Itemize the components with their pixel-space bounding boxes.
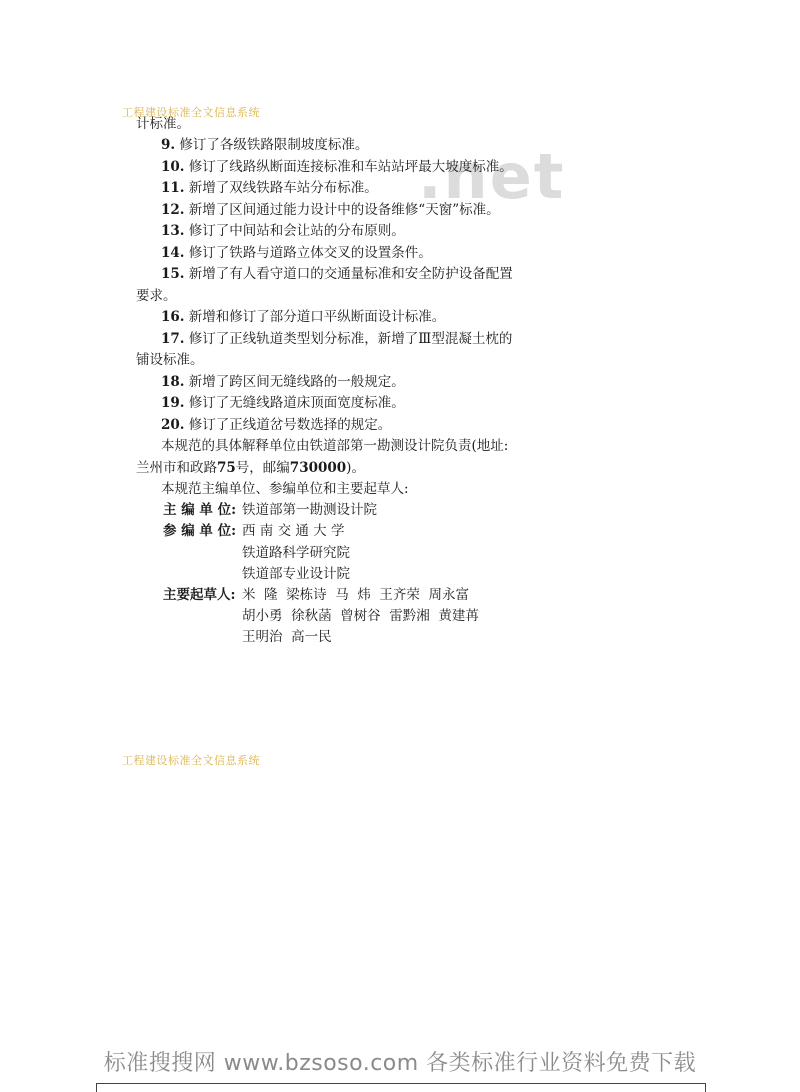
list-item-13: 13. 修订了中间站和会让站的分布原则。 bbox=[161, 223, 405, 239]
paragraph-explanation: 本规范的具体解释单位由铁道部第一勘测设计院负责(地址: bbox=[161, 438, 509, 454]
chief-unit-label: 主 编 单 位: bbox=[163, 502, 237, 518]
list-item-16: 16. 新增和修订了部分道口平纵断面设计标准。 bbox=[161, 309, 446, 325]
watermark-site-logo: .net bbox=[418, 140, 566, 213]
paragraph-address: 兰州市和政路75号，邮编730000)。 bbox=[136, 460, 365, 476]
list-item-12: 12. 新增了区间通过能力设计中的设备维修“天窗”标准。 bbox=[161, 202, 500, 218]
watermark-middle-text: 工程建设标准全文信息系统 bbox=[122, 754, 260, 767]
list-item-14: 14. 修订了铁路与道路立体交叉的设置条件。 bbox=[161, 245, 432, 261]
drafters-label: 主要起草人: bbox=[163, 587, 236, 603]
list-item-11: 11. 新增了双线铁路车站分布标准。 bbox=[161, 180, 378, 196]
chief-unit-value: 铁道部第一勘测设计院 bbox=[242, 502, 377, 518]
list-item-10: 10. 修订了线路纵断面连接标准和车站站坪最大坡度标准。 bbox=[161, 159, 513, 175]
participating-unit-label: 参 编 单 位: bbox=[163, 523, 237, 539]
drafters-row-1: 米 隆 梁栋诗 马 炜 王齐荣 周永富 bbox=[242, 587, 469, 603]
participating-unit-2: 铁道路科学研究院 bbox=[242, 545, 350, 561]
participating-unit-1: 西 南 交 通 大 学 bbox=[242, 523, 345, 539]
list-item-20: 20. 修订了正线道岔号数选择的规定。 bbox=[161, 417, 392, 433]
list-item-9: 9. 修订了各级铁路限制坡度标准。 bbox=[161, 137, 369, 153]
watermark-top-text: 工程建设标准全文信息系统 bbox=[122, 106, 260, 119]
drafters-row-3: 王明治 高一民 bbox=[242, 629, 332, 645]
footer-banner: 标准搜搜网 www.bzsoso.com 各类标准行业资料免费下载 bbox=[103, 1051, 697, 1076]
drafters-row-2: 胡小勇 徐秋菡 曾树谷 雷黔湘 黄建苒 bbox=[242, 608, 479, 624]
list-item-18: 18. 新增了跨区间无缝线路的一般规定。 bbox=[161, 374, 405, 390]
list-item-17-cont: 铺设标准。 bbox=[136, 352, 204, 368]
list-item-17: 17. 修订了正线轨道类型划分标准，新增了Ⅲ型混凝土枕的 bbox=[161, 331, 513, 347]
list-item-15: 15. 新增了有人看守道口的交通量标准和安全防护设备配置 bbox=[161, 266, 513, 282]
text-line: 计标准。 bbox=[136, 116, 190, 132]
list-item-19: 19. 修订了无缝线路道床顶面宽度标准。 bbox=[161, 395, 405, 411]
participating-unit-3: 铁道部专业设计院 bbox=[242, 566, 350, 582]
paragraph-units-intro: 本规范主编单位、参编单位和主要起草人: bbox=[161, 481, 409, 497]
list-item-15-cont: 要求。 bbox=[136, 288, 177, 304]
